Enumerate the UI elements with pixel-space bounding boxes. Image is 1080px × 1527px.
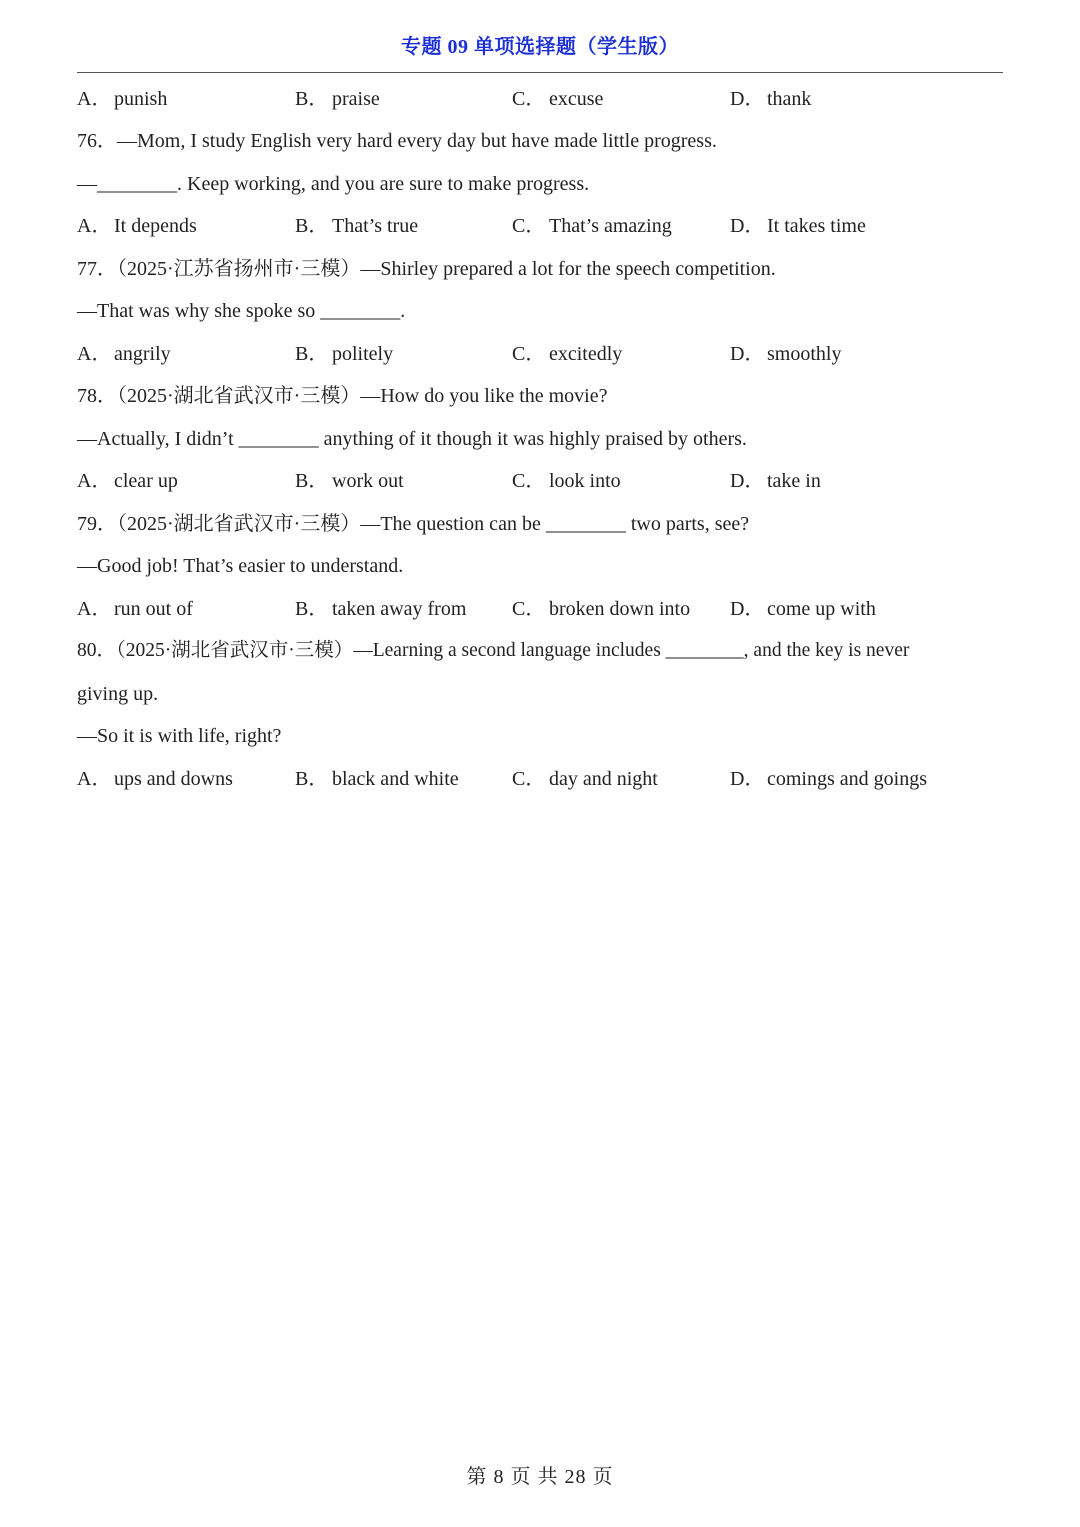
q80-stem-continued: giving up.	[77, 683, 159, 705]
q76-response: —________. Keep working, and you are sure to make progress.	[77, 173, 590, 195]
q77-option-b: B． politely	[295, 343, 394, 365]
q80-option-d: D． comings and goings	[730, 768, 927, 790]
q76-option-d: D． It takes time	[730, 215, 866, 237]
q76-option-a: A． It depends	[77, 215, 197, 237]
q78-option-d: D． take in	[730, 470, 821, 492]
q79-option-b: B． taken away from	[295, 598, 467, 620]
q78-option-a: A． clear up	[77, 470, 178, 492]
q79-response: —Good job! That’s easier to understand.	[77, 555, 404, 577]
q79-option-a: A． run out of	[77, 598, 193, 620]
q75-option-d: D． thank	[730, 88, 812, 110]
q80-option-b: B． black and white	[295, 768, 459, 790]
page-number-footer: 第 8 页 共 28 页	[466, 1466, 614, 1488]
q78-option-b: B． work out	[295, 470, 404, 492]
header-divider	[77, 72, 1003, 73]
q79-option-d: D． come up with	[730, 598, 876, 620]
q77-option-a: A． angrily	[77, 343, 171, 365]
q76-option-c: C． That’s amazing	[512, 215, 672, 237]
q77-option-c: C． excitedly	[512, 343, 623, 365]
q76-stem: 76．—Mom, I study English very hard every day but have made little progress.	[77, 130, 717, 152]
q80-response: —So it is with life, right?	[77, 725, 282, 747]
q76-option-b: B． That’s true	[295, 215, 419, 237]
q75-option-c: C． excuse	[512, 88, 604, 110]
q75-option-b: B． praise	[295, 88, 380, 110]
q79-option-c: C． broken down into	[512, 598, 691, 620]
q78-response: —Actually, I didn’t ________ anything of it though it was highly praised by others.	[77, 428, 747, 450]
q80-option-a: A． ups and downs	[77, 768, 233, 790]
q80-stem: 80．（2025·湖北省武汉市·三模）—Learning a second language includes ________, and the key is never	[77, 640, 910, 661]
q77-response: —That was why she spoke so ________.	[77, 300, 406, 322]
q75-option-a: A． punish	[77, 88, 168, 110]
q78-option-c: C． look into	[512, 470, 621, 492]
q77-option-d: D． smoothly	[730, 343, 842, 365]
q77-stem: 77．（2025·江苏省扬州市·三模）—Shirley prepared a lot for the speech competition.	[77, 258, 776, 280]
page-header-title: 专题 09 单项选择题（学生版）	[401, 36, 679, 58]
q78-stem: 78．（2025·湖北省武汉市·三模）—How do you like the movie?	[77, 385, 608, 407]
q79-stem: 79．（2025·湖北省武汉市·三模）—The question can be ________ two parts, see?	[77, 513, 750, 535]
q80-option-c: C． day and night	[512, 768, 658, 790]
